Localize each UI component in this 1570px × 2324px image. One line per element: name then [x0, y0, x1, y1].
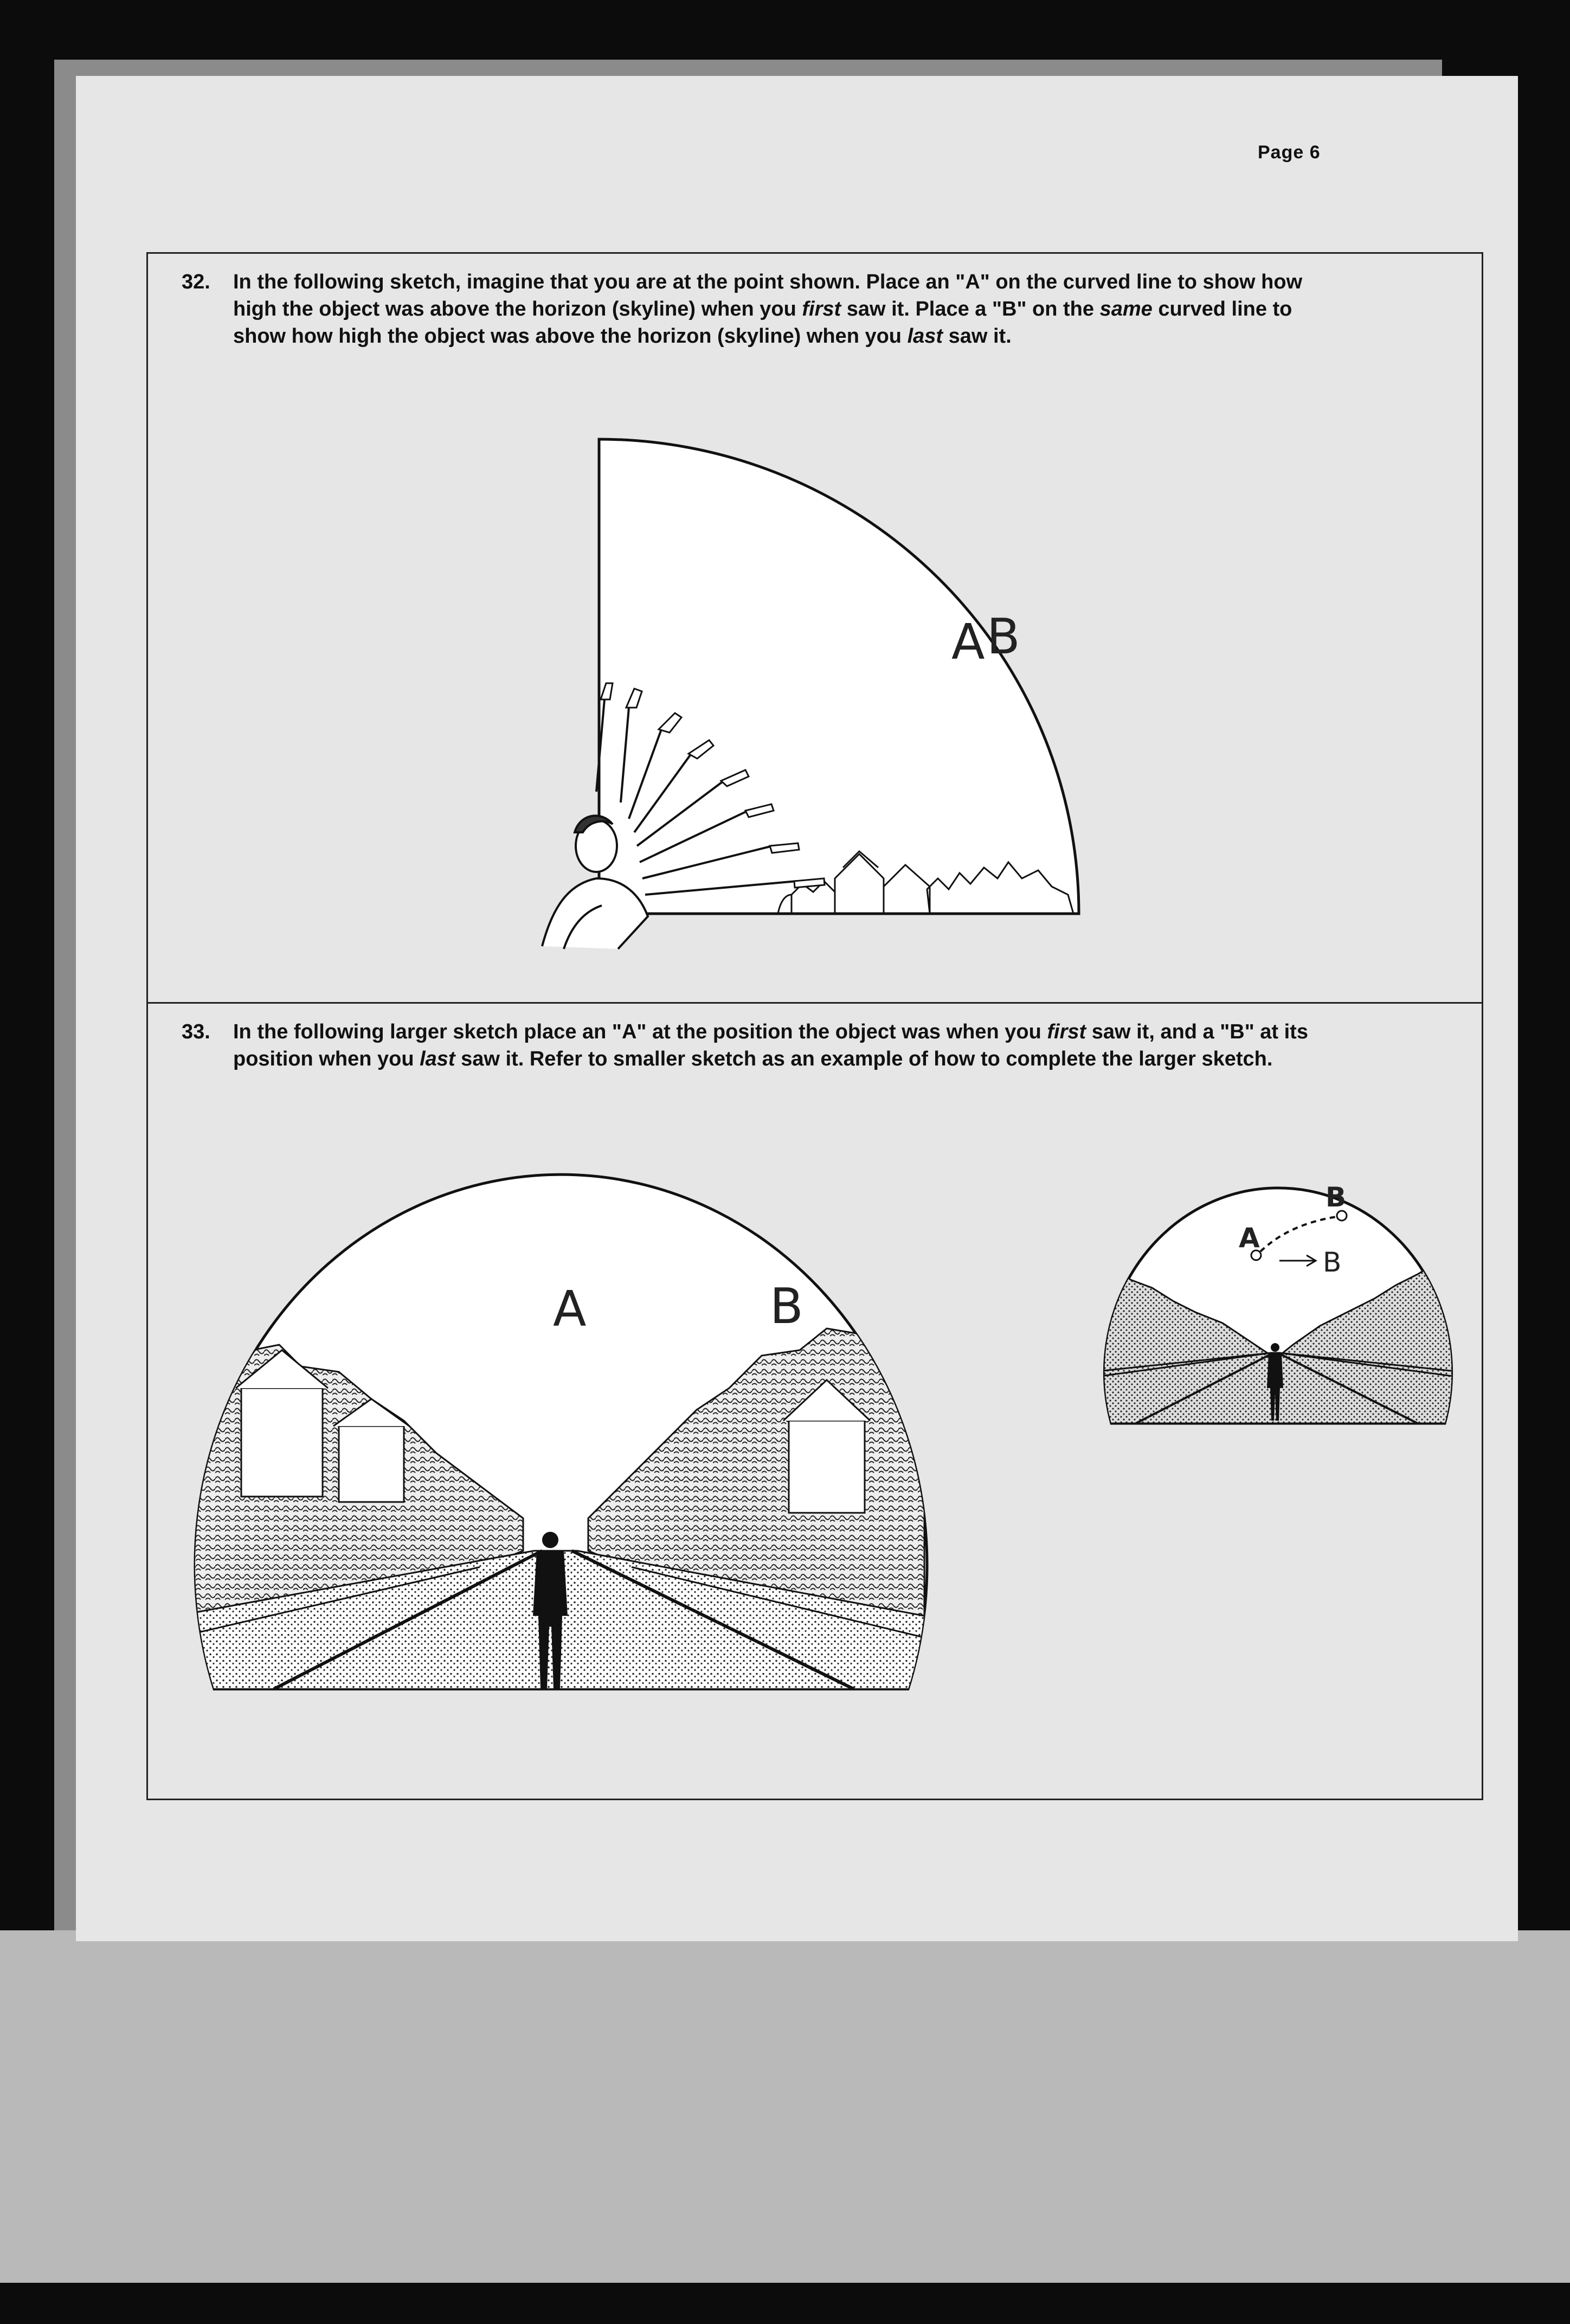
q33-large-street-sketch: [176, 1171, 924, 1697]
q33-example-label-b: B: [1326, 1182, 1347, 1213]
q33-example-sketch: [1092, 1171, 1456, 1431]
q32-mark-a: A: [951, 614, 985, 671]
question-32-text: [233, 268, 1302, 350]
background-lower-area: [0, 1930, 1570, 2283]
question-33-number: 33.: [182, 1020, 210, 1043]
question-32: [182, 268, 1472, 355]
q33-example-arrow-target: B: [1323, 1247, 1342, 1278]
question-33-text: [233, 1018, 1308, 1073]
q32-line-3: show how high the object was above the horizon (skyline) when you last saw it.: [233, 325, 1012, 348]
page-number: Page 6: [1258, 142, 1321, 163]
question-33: [182, 1018, 1472, 1078]
question-divider: [146, 1002, 1483, 1004]
q32-line-2: high the object was above the horizon (skyline) when you first saw it. Place a "B" on the same curved line to: [233, 298, 1292, 320]
q32-line-1: In the following sketch, imagine that you are at the point shown. Place an "A" on the curved line to show how: [233, 271, 1303, 293]
q33-large-mark-b: B: [770, 1278, 803, 1335]
q33-line-1: In the following larger sketch place an "A" at the position the object was when you first saw it, and a "B" at its: [233, 1020, 1308, 1043]
q33-example-label-a: A: [1239, 1222, 1260, 1254]
q33-line-2: position when you last saw it. Refer to smaller sketch as an example of how to complete the larger sketch.: [233, 1048, 1273, 1070]
q32-sky-quadrant-sketch: [531, 428, 1106, 960]
q33-large-mark-a: A: [553, 1281, 587, 1338]
question-32-number: 32.: [182, 271, 210, 293]
q32-mark-b: B: [987, 608, 1020, 665]
